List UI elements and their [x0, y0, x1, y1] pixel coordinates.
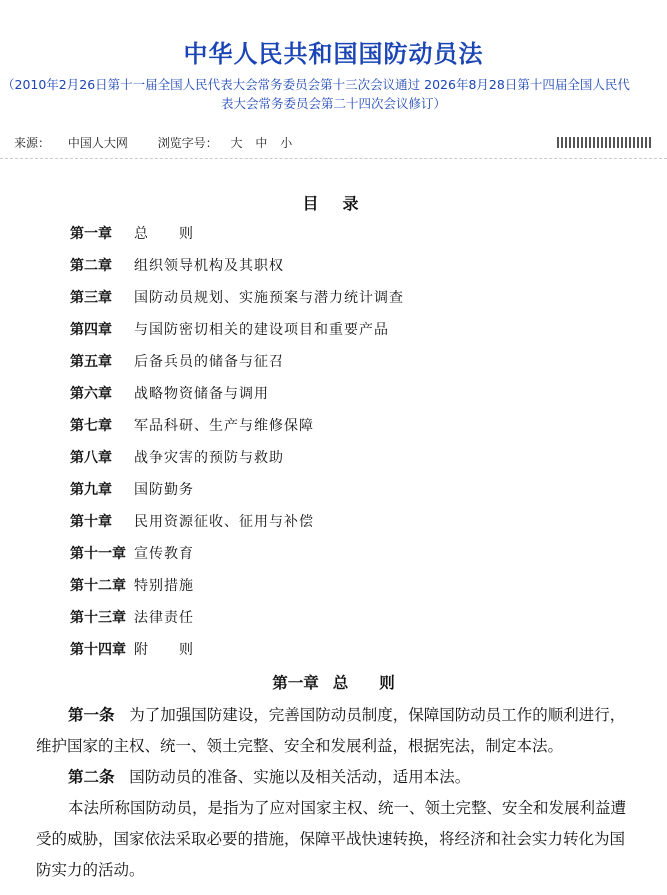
- toc-chapter-name: 特别措施: [134, 578, 194, 594]
- toc-heading-char-1: 目: [302, 194, 325, 213]
- share-icon[interactable]: [617, 137, 619, 148]
- law-adoption-note: [0, 75, 667, 113]
- chapter-heading: [0, 671, 667, 693]
- adoption-note-line-2: 表大会常务委员会第二十四次会议修订）: [220, 96, 446, 111]
- share-icon[interactable]: [609, 137, 611, 148]
- share-icon[interactable]: [645, 137, 647, 148]
- toc-chapter-number: 第二章: [70, 258, 112, 274]
- toc-heading: [0, 191, 667, 214]
- toc-chapter-name: 与国防密切相关的建设项目和重要产品: [134, 322, 389, 338]
- toc-item[interactable]: [70, 606, 404, 638]
- article-text: 国防动员的准备、实施以及相关活动，适用本法。: [129, 768, 471, 786]
- toc-chapter-name: 组织领导机构及其职权: [134, 258, 284, 274]
- toc-chapter-name: 法律责任: [134, 610, 194, 626]
- share-icon[interactable]: [625, 137, 627, 148]
- share-icon[interactable]: [601, 137, 603, 148]
- share-icon[interactable]: [649, 137, 651, 148]
- toc-item[interactable]: [70, 414, 404, 446]
- share-icon[interactable]: [585, 137, 587, 148]
- toc-chapter-number: 第四章: [70, 322, 112, 338]
- share-icon[interactable]: [577, 137, 579, 148]
- toc-item[interactable]: [70, 350, 404, 382]
- share-icon[interactable]: [581, 137, 583, 148]
- toc-item[interactable]: [70, 542, 404, 574]
- share-icon[interactable]: [557, 137, 559, 148]
- toc-chapter-number: 第十三章: [70, 610, 126, 626]
- toc-chapter-name: 总 则: [134, 226, 194, 242]
- adoption-note-line-1: （2010年2月26日第十一届全国人民代表大会常务委员会第十三次会议通过 2026年8月28日第十四届全国人民代: [2, 77, 630, 92]
- share-icon[interactable]: [569, 137, 571, 148]
- chapter-heading-name: 总 则: [332, 674, 395, 692]
- font-size-large-button[interactable]: 大: [230, 136, 243, 150]
- share-icon[interactable]: [589, 137, 591, 148]
- toc-item[interactable]: [70, 286, 404, 318]
- toc-chapter-number: 第十二章: [70, 578, 126, 594]
- font-size-medium-button[interactable]: 中: [255, 136, 268, 150]
- toc-chapter-name: 战争灾害的预防与救助: [134, 450, 284, 466]
- share-icon[interactable]: [613, 137, 615, 148]
- article-paragraph: [36, 762, 648, 793]
- toc-chapter-number: 第十章: [70, 514, 112, 530]
- article-number: 第一条: [68, 706, 115, 724]
- article-text: 本法所称国防动员，是指为了应对国家主权、统一、领土完整、安全和发展利益遭: [68, 799, 627, 817]
- toc-chapter-number: 第九章: [70, 482, 112, 498]
- toc-item[interactable]: [70, 478, 404, 510]
- toc-item[interactable]: [70, 574, 404, 606]
- article-text: 防实力的活动。: [36, 861, 145, 879]
- share-icon[interactable]: [629, 137, 631, 148]
- toc-chapter-number: 第六章: [70, 386, 112, 402]
- share-icon[interactable]: [637, 137, 639, 148]
- font-size-label: 浏览字号：: [157, 136, 218, 150]
- toc-chapter-name: 附 则: [134, 642, 194, 658]
- article-paragraph: [36, 793, 648, 886]
- toc-chapter-number: 第十四章: [70, 642, 126, 658]
- share-icon[interactable]: [605, 137, 607, 148]
- toc-item[interactable]: [70, 510, 404, 542]
- toc-item[interactable]: [70, 382, 404, 414]
- header-divider: [0, 158, 667, 159]
- page-title: 中华人民共和国国防动员法: [183, 40, 484, 68]
- toc-heading-char-2: 录: [342, 194, 365, 213]
- source-value: 中国人大网: [67, 136, 128, 150]
- toc-chapter-number: 第一章: [70, 226, 112, 242]
- share-icon[interactable]: [621, 137, 623, 148]
- toc-chapter-name: 国防勤务: [134, 482, 194, 498]
- toc-item[interactable]: [70, 638, 404, 670]
- toc-chapter-name: 后备兵员的储备与征召: [134, 354, 284, 370]
- toc-item[interactable]: [70, 446, 404, 478]
- toc-item[interactable]: [70, 222, 404, 254]
- toc-item[interactable]: [70, 318, 404, 350]
- article-text: 维护国家的主权、统一、领土完整、安全和发展利益，根据宪法，制定本法。: [36, 737, 564, 755]
- share-icon[interactable]: [593, 137, 595, 148]
- article-number: 第二条: [68, 768, 115, 786]
- toc-chapter-name: 战略物资储备与调用: [134, 386, 269, 402]
- toc-item[interactable]: [70, 254, 404, 286]
- toc-chapter-name: 宣传教育: [134, 546, 194, 562]
- share-icon[interactable]: [641, 137, 643, 148]
- toc-chapter-number: 第十一章: [70, 546, 126, 562]
- share-icon[interactable]: [561, 137, 563, 148]
- share-toolbar[interactable]: [557, 137, 667, 149]
- share-icon[interactable]: [565, 137, 567, 148]
- table-of-contents: [70, 222, 404, 670]
- toc-chapter-name: 军品科研、生产与维修保障: [134, 418, 314, 434]
- article-text: 受的威胁，国家依法采取必要的措施，保障平战快速转换，将经济和社会实力转化为国: [36, 830, 626, 848]
- toc-chapter-number: 第八章: [70, 450, 112, 466]
- toc-chapter-number: 第七章: [70, 418, 112, 434]
- font-size-small-button[interactable]: 小: [280, 136, 293, 150]
- chapter-heading-number: 第一章: [272, 674, 319, 692]
- toc-chapter-number: 第五章: [70, 354, 112, 370]
- article-text: 为了加强国防建设，完善国防动员制度，保障国防动员工作的顺利进行，: [129, 706, 626, 724]
- share-icon[interactable]: [597, 137, 599, 148]
- share-icon[interactable]: [633, 137, 635, 148]
- toc-chapter-name: 民用资源征收、征用与补偿: [134, 514, 314, 530]
- article-paragraph: [36, 700, 648, 762]
- source-label: 来源：: [14, 136, 51, 150]
- share-icon[interactable]: [573, 137, 575, 148]
- toc-chapter-name: 国防动员规划、实施预案与潜力统计调查: [134, 290, 404, 306]
- toc-chapter-number: 第三章: [70, 290, 112, 306]
